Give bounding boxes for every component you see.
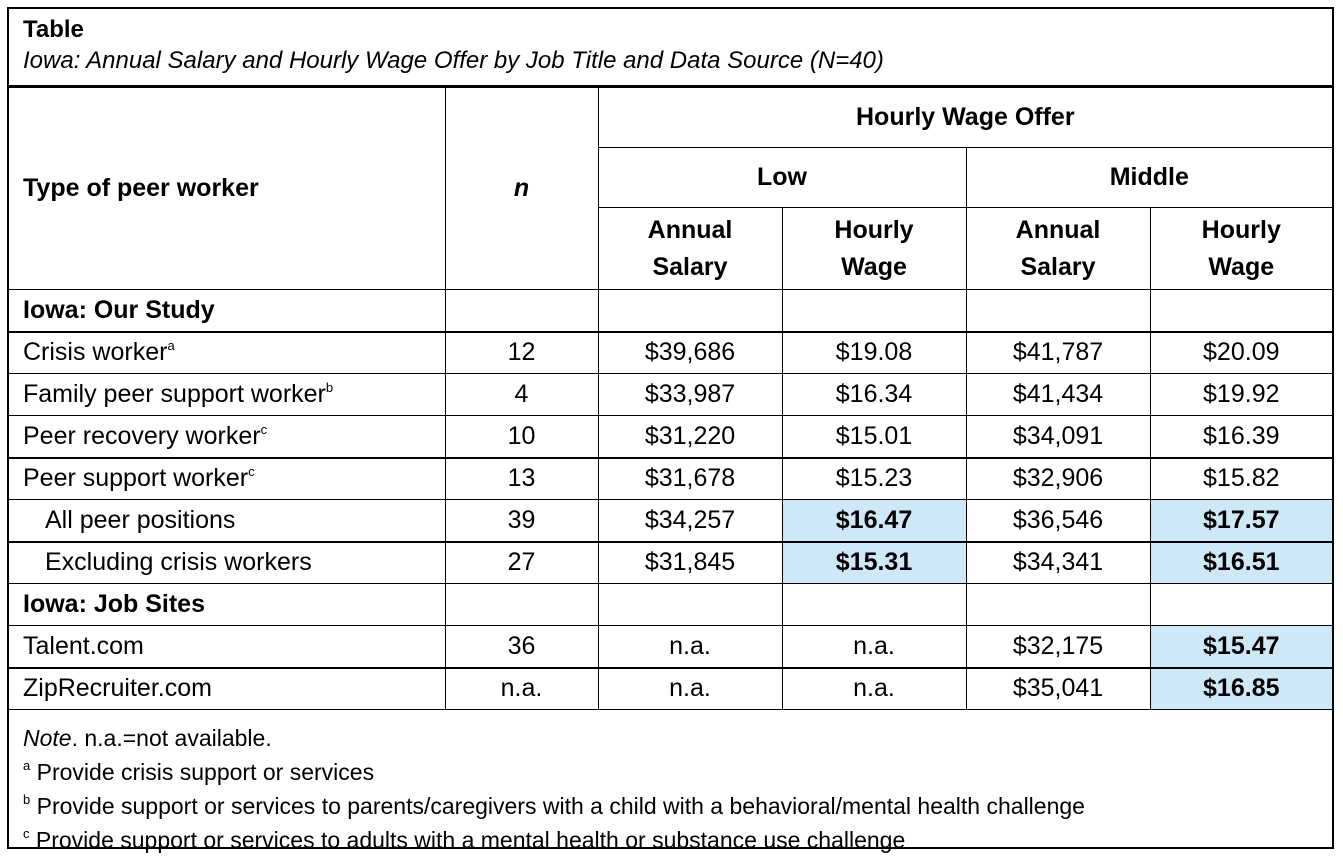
cell-low-wage: $15.23 [782,458,966,500]
header-hourly-wage-offer: Hourly Wage Offer [598,88,1332,148]
section-our-study: Iowa: Our Study [9,290,445,332]
cell-mid-salary: $41,787 [966,332,1150,374]
row-label: Family peer support worker$^b$ [9,374,445,416]
cell-low-salary: $31,678 [598,458,782,500]
table-row [9,416,1332,458]
cell-mid-salary: $32,175 [966,626,1150,668]
cell-n: 13 [445,458,598,500]
table-row [9,626,1332,668]
cell-mid-salary: $36,546 [966,500,1150,542]
header-low-hourly-wage: Hourly Wage [782,208,966,290]
note-general: Note. n.a.=not available. [23,725,272,751]
cell-n: 12 [445,332,598,374]
header-middle-annual-salary: Annual Salary [966,208,1150,290]
header-middle: Middle [966,148,1332,208]
table-row [9,374,1332,416]
cell-mid-salary: $35,041 [966,668,1150,710]
header-type: Type of peer worker [9,88,445,290]
cell-n: 39 [445,500,598,542]
section-job-sites: Iowa: Job Sites [9,584,445,626]
cell-low-wage: $19.08 [782,332,966,374]
cell-mid-salary: $34,091 [966,416,1150,458]
row-label: ZipRecruiter.com [9,668,445,710]
cell-mid-wage: $16.39 [1150,416,1332,458]
cell-n: 27 [445,542,598,584]
row-label: Peer support worker$^c$ [9,458,445,500]
cell-mid-salary: $34,341 [966,542,1150,584]
cell-mid-salary: $32,906 [966,458,1150,500]
cell-mid-wage: $20.09 [1150,332,1332,374]
cell-n: 36 [445,626,598,668]
table-row [9,458,1332,500]
header-middle-hourly-wage: Hourly Wage [1150,208,1332,290]
section-row [9,584,1332,626]
note-b: $^b$ Provide support or services to parents/caregivers with a child with a behavioral/mental health challenge [23,792,1085,819]
row-label: Crisis worker$^a$ [9,332,445,374]
cell-mid-wage: $15.47 [1150,626,1332,668]
table-title: Iowa: Annual Salary and Hourly Wage Offer by Job Title and Data Source (N=40) [23,47,884,74]
cell-low-salary: $33,987 [598,374,782,416]
table-label: Table [23,16,84,43]
cell-low-salary: n.a. [598,626,782,668]
row-label: Excluding crisis workers [9,542,445,584]
cell-low-salary: $39,686 [598,332,782,374]
section-row [9,290,1332,332]
note-a: $^a$ Provide crisis support or services [23,758,375,785]
cell-mid-wage: $19.92 [1150,374,1332,416]
table-row [9,668,1332,710]
cell-low-salary: $31,845 [598,542,782,584]
cell-mid-wage: $16.51 [1150,542,1332,584]
cell-n: n.a. [445,668,598,710]
salary-table [9,87,1332,710]
row-label: Peer recovery worker$^c$ [9,416,445,458]
table-row [9,542,1332,584]
cell-low-wage: n.a. [782,668,966,710]
cell-n: 10 [445,416,598,458]
cell-low-wage: $16.34 [782,374,966,416]
header-low: Low [598,148,966,208]
table-row [9,332,1332,374]
cell-mid-wage: $16.85 [1150,668,1332,710]
cell-low-wage: $15.31 [782,542,966,584]
cell-low-wage: $16.47 [782,500,966,542]
cell-low-salary: $31,220 [598,416,782,458]
cell-low-wage: n.a. [782,626,966,668]
cell-low-salary: n.a. [598,668,782,710]
header-n: n [445,88,598,290]
table-caption [9,9,1332,87]
note-c: $^c$ Provide support or services to adults with a mental health or substance use challenge [23,826,906,853]
table-frame [7,7,1334,853]
cell-mid-salary: $41,434 [966,374,1150,416]
table-row [9,500,1332,542]
row-label: All peer positions [9,500,445,542]
cell-low-wage: $15.01 [782,416,966,458]
table-notes [9,715,1332,857]
cell-n: 4 [445,374,598,416]
header-low-annual-salary: Annual Salary [598,208,782,290]
row-label: Talent.com [9,626,445,668]
cell-low-salary: $34,257 [598,500,782,542]
cell-mid-wage: $15.82 [1150,458,1332,500]
cell-mid-wage: $17.57 [1150,500,1332,542]
